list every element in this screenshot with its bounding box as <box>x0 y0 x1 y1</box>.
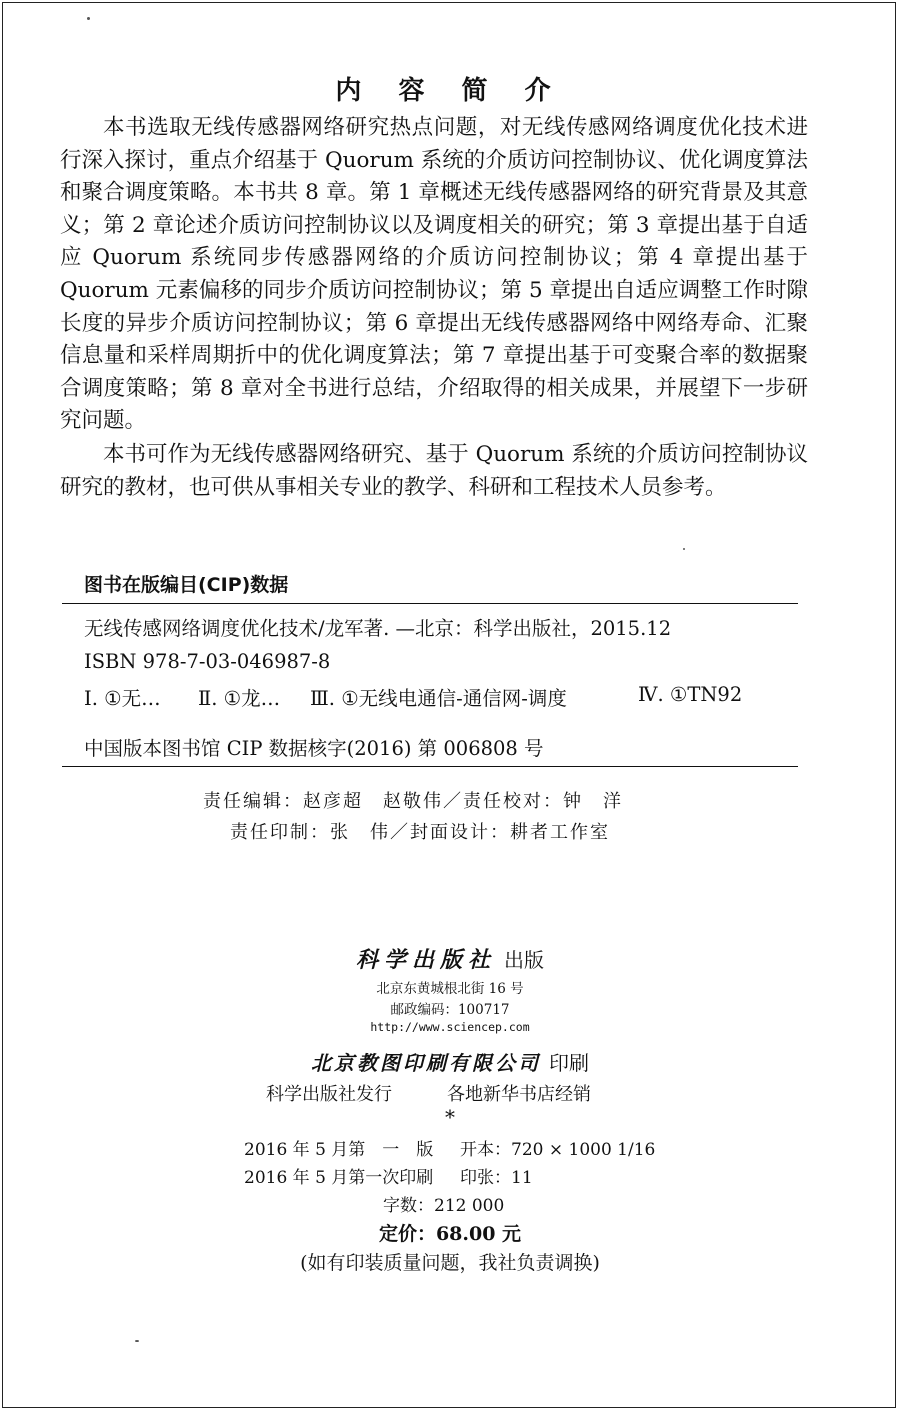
scan-speck <box>683 548 685 550</box>
scan-speck <box>87 17 90 20</box>
publisher-website: http://www.sciencep.com <box>370 1020 530 1034</box>
quality-note: (如有印装质量问题，我社负责调换) <box>300 1252 600 1274</box>
publisher-postcode: 邮政编码：100717 <box>390 1002 510 1018</box>
publisher-action: 出版 <box>504 948 544 972</box>
cip-class-4: Ⅳ. ①TN92 <box>638 683 743 706</box>
scan-speck <box>135 1340 139 1342</box>
format-text: 开本：720 × 1000 1/16 <box>460 1140 656 1160</box>
printer-action: 印刷 <box>549 1051 589 1075</box>
issuer-text: 科学出版社发行 <box>266 1084 392 1105</box>
credits-line-1: 责任编辑：赵彦超 赵敬伟／责任校对：钟 洋 <box>203 791 623 812</box>
cip-top-rule <box>62 603 798 604</box>
distributor-text: 各地新华书店经销 <box>447 1084 591 1105</box>
printer-line <box>0 1047 900 1076</box>
cip-record: 无线传感网络调度优化技术/龙军著. —北京：科学出版社，2015.12 <box>84 617 672 640</box>
cip-isbn: ISBN 978-7-03-046987-8 <box>84 650 331 673</box>
cip-class-1: Ⅰ. ①无… <box>84 687 161 710</box>
cip-verification: 中国版本图书馆 CIP 数据核字(2016) 第 006808 号 <box>84 737 544 760</box>
price-text: 定价：68.00 元 <box>378 1223 522 1245</box>
printing-text: 2016 年 5 月第一次印刷 <box>244 1168 434 1188</box>
sheets-text: 印张：11 <box>460 1168 533 1188</box>
separator-asterisk: * <box>445 1105 455 1129</box>
cip-class-2: Ⅱ. ①龙… <box>198 687 281 710</box>
cip-class-3: Ⅲ. ①无线电通信-通信网-调度 <box>310 687 567 710</box>
publisher-name: 科学出版社 <box>355 947 496 973</box>
cip-heading: 图书在版编目(CIP)数据 <box>84 574 289 596</box>
printer-name: 北京教图印刷有限公司 <box>311 1051 541 1075</box>
edition-text: 2016 年 5 月第 一 版 <box>244 1140 434 1160</box>
summary-paragraph-1: 本书选取无线传感器网络研究热点问题，对无线传感网络调度优化技术进行深入探讨，重点介绍基于 Quorum 系统的介质访问控制协议、优化调度算法和聚合调度策略。本书共 8 章。第 1 章概述无线传感器网络的研究背景及其意义；第 2 章论述介质访问控制协议以及调度相关的研究；第 3 章提出基于自适应 Quorum 系统同步传感器网络的介质访问控制协议；第 4 章提出基于 Quorum 元素偏移的同步介质访问控制协议；第 5 章提出自适应调整工作时隙长度的异步介质访问控制协议；第 6 章提出无线传感器网络中网络寿命、汇聚信息量和采样周期折中的优化调度算法；第 7 章提出基于可变聚合率的数据聚合调度策略；第 8 章对全书进行总结，介绍取得的相关成果，并展望下一步研究问题。 <box>60 115 808 434</box>
word-count-text: 字数：212 000 <box>383 1196 505 1216</box>
cip-bottom-rule <box>62 766 798 767</box>
publisher-line <box>0 943 900 974</box>
summary-heading: 内 容 简 介 <box>335 76 565 106</box>
summary-paragraph-2: 本书可作为无线传感器网络研究、基于 Quorum 系统的介质访问控制协议研究的教材，也可供从事相关专业的教学、科研和工程技术人员参考。 <box>60 442 808 500</box>
publisher-address: 北京东黄城根北街 16 号 <box>376 981 524 997</box>
credits-line-2: 责任印制：张 伟／封面设计：耕者工作室 <box>230 822 610 843</box>
